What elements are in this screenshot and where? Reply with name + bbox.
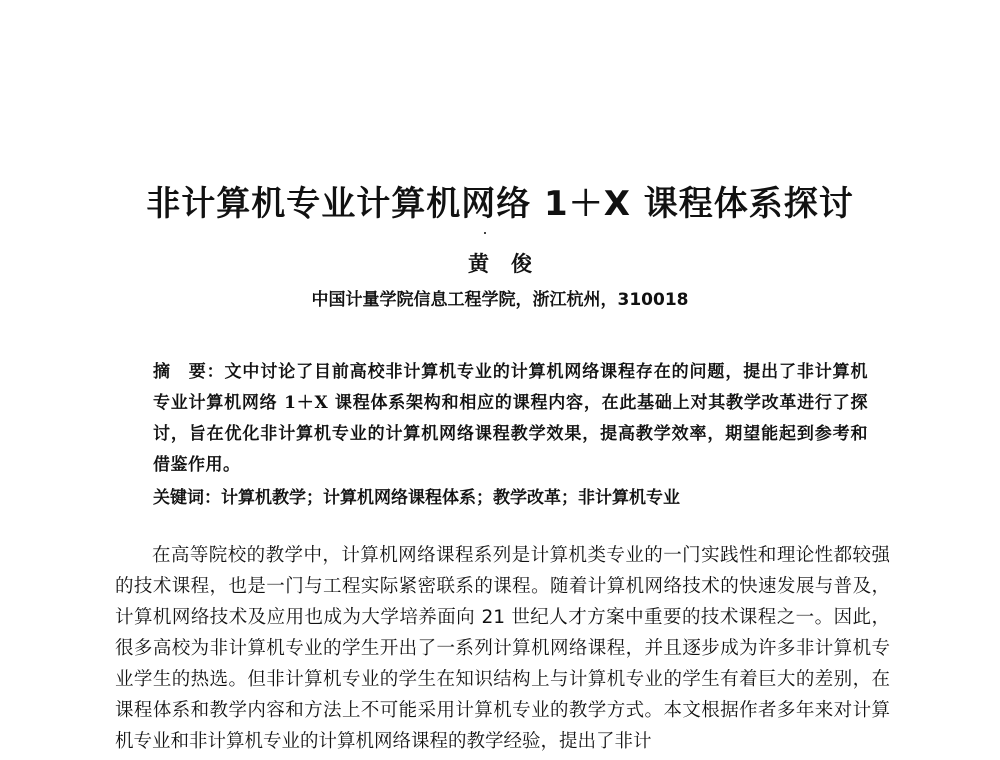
- abstract-text: 文中讨论了目前高校非计算机专业的计算机网络课程存在的问题，提出了非计算机专业计算机网络 1＋X 课程体系架构和相应的课程内容，在此基础上对其教学改革进行了探讨，旨在优化非计算机专业的计算机网络课程教学效果，提高教学效率，期望能起到参考和借鉴作用。: [153, 362, 869, 475]
- author-affiliation: 中国计量学院信息工程学院，浙江杭州，310018: [311, 290, 689, 310]
- abstract-block: [153, 357, 868, 481]
- scan-speck: [484, 232, 486, 234]
- keywords-label: 关键词：: [153, 488, 221, 508]
- abstract-label: 摘 要：: [153, 362, 225, 382]
- author-name: 黄俊: [468, 251, 554, 276]
- keywords-text: 计算机教学；计算机网络课程体系；教学改革；非计算机专业: [221, 488, 680, 508]
- keywords-block: [153, 485, 868, 511]
- body-paragraph: 在高等院校的教学中，计算机网络课程系列是计算机类专业的一门实践性和理论性都较强的技术课程，也是一门与工程实际紧密联系的课程。随着计算机网络技术的快速发展与普及，计算机网络技术及应用也成为大学培养面向 21 世纪人才方案中重要的技术课程之一。因此，很多高校为非计算机专业的学生开出了一系列计算机网络课程，并且逐步成为许多非计算机专业学生的热选。但非计算机专业的学生在知识结构上与计算机专业的学生有着巨大的差别，在课程体系和教学内容和方法上不可能采用计算机专业的教学方式。本文根据作者多年来对计算机专业和非计算机专业的计算机网络课程的教学经验，提出了非计: [115, 545, 890, 752]
- paper-title: 非计算机专业计算机网络 1＋X 课程体系探讨: [146, 184, 854, 224]
